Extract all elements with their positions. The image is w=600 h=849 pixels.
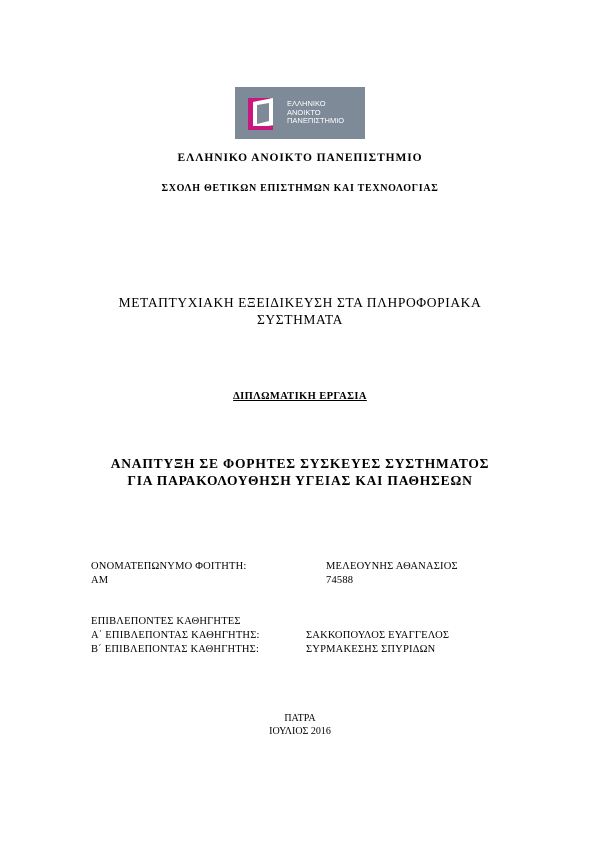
- logo-text-line2: ΑΝΟΙΚΤΟ: [287, 107, 321, 117]
- student-id-value: 74588: [326, 575, 354, 586]
- thesis-title-line2: ΓΙΑ ΠΑΡΑΚΟΛΟΥΘΗΣΗ ΥΓΕΙΑΣ ΚΑΙ ΠΑΘΗΣΕΩΝ: [127, 473, 473, 488]
- logo-text-line3: ΠΑΝΕΠΙΣΤΗΜΙΟ: [287, 116, 345, 125]
- specialization-line2: ΣΥΣΤΗΜΑΤΑ: [256, 312, 344, 327]
- specialization-heading: [0, 294, 600, 328]
- university-logo: [235, 87, 365, 139]
- logo-text-line1: ΕΛΛΗΝΙΚΟ: [287, 99, 326, 108]
- second-supervisor-value: ΣΥΡΜΑΚΕΣΗΣ ΣΠΥΡΙΔΩΝ: [306, 644, 436, 655]
- document-type: ΔΙΠΛΩΜΑΤΙΚΗ ΕΡΓΑΣΙΑ: [233, 391, 367, 402]
- supervisors-heading: ΕΠΙΒΛΕΠΟΝΤΕΣ ΚΑΘΗΓΗΤΕΣ: [91, 616, 241, 627]
- first-supervisor-label: Α΄ ΕΠΙΒΛΕΠΟΝΤΑΣ ΚΑΘΗΓΗΤΗΣ:: [91, 630, 260, 641]
- student-name-value: ΜΕΛΕΟΥΝΗΣ ΑΘΑΝΑΣΙΟΣ: [326, 561, 458, 572]
- thesis-title-line1: ΑΝΑΠΤΥΞΗ ΣΕ ΦΟΡΗΤΕΣ ΣΥΣΚΕΥΕΣ ΣΥΣΤΗΜΑΤΟΣ: [110, 456, 490, 471]
- logo-text: [287, 100, 363, 126]
- school-name: ΣΧΟΛΗ ΘΕΤΙΚΩΝ ΕΠΙΣΤΗΜΩΝ ΚΑΙ ΤΕΧΝΟΛΟΓΙΑΣ: [161, 183, 439, 194]
- student-name-label: ΟΝΟΜΑΤΕΠΩΝΥΜΟ ΦΟΙΤΗΤΗ:: [91, 561, 247, 572]
- university-name: ΕΛΛΗΝΙΚΟ ΑΝΟΙΚΤΟ ΠΑΝΕΠΙΣΤΗΜΙΟ: [177, 152, 423, 164]
- place: ΠΑΤΡΑ: [284, 713, 316, 724]
- open-book-icon: [235, 87, 287, 139]
- student-id-label: ΑΜ: [91, 575, 109, 586]
- second-supervisor-label: Β΄ ΕΠΙΒΛΕΠΟΝΤΑΣ ΚΑΘΗΓΗΤΗΣ:: [91, 644, 260, 655]
- specialization-line1: ΜΕΤΑΠΤΥΧΙΑΚΗ ΕΞΕΙΔΙΚΕΥΣΗ ΣΤΑ ΠΛΗΡΟΦΟΡΙΑΚΑ: [118, 295, 482, 310]
- thesis-title: [0, 455, 600, 489]
- first-supervisor-value: ΣΑΚΚΟΠΟΥΛΟΣ ΕΥΑΓΓΕΛΟΣ: [306, 630, 450, 641]
- date: ΙΟΥΛΙΟΣ 2016: [269, 726, 331, 737]
